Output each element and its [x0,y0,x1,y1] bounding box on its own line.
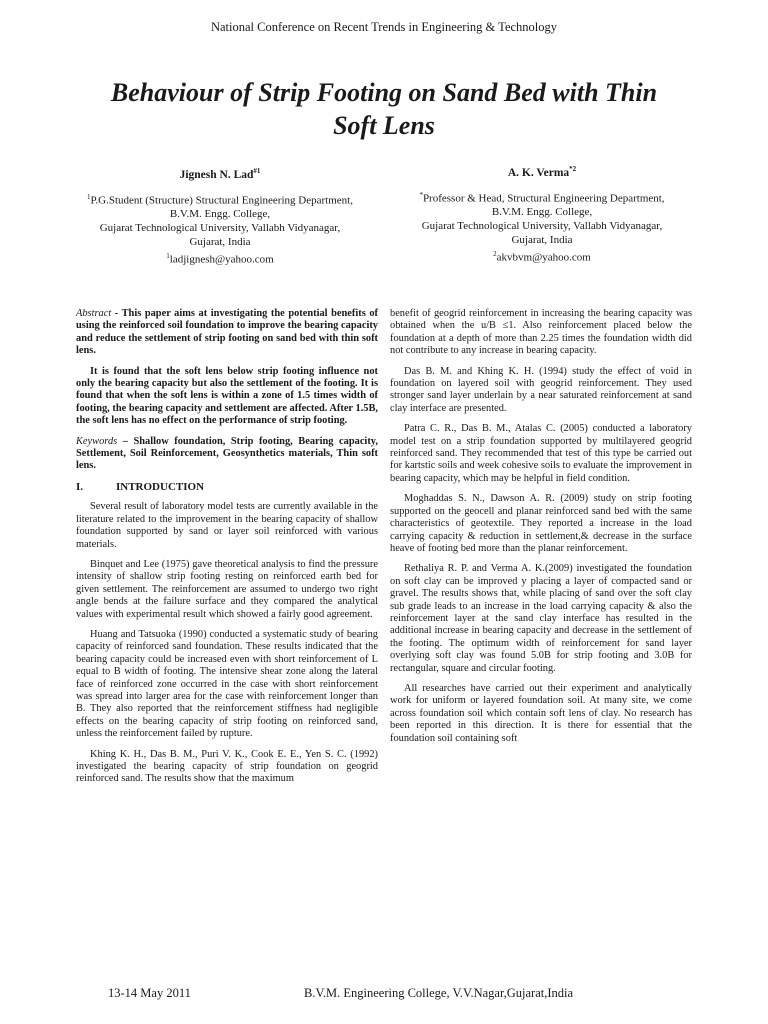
abstract-text-2: It is found that the soft lens below strip footing influence not only the bearing capacity but also the settlement of the footing. It is found that when the soft lens is within a zone of 1.5 times width of footing, the bearing capacity and settlement are affected. After 1.5B, the soft lens has no effect on the performance of strip footing. [76,365,378,427]
body-paragraph: Huang and Tatsuoka (1990) conducted a systematic study of bearing capacity of reinforced sand foundation. These results indicated that the bearing capacity could be increased even with short reinforcement of L equal to B width of footing. The intensive shear zone along the lateral face of reinforced zone occurred in the case with short reinforcement was spread into larger area for the case with reinforcement longer than B. They also reported that the reinforcement stiffness had negligible effects on the bearing capacity of strip footing on reinforced sand, unless the reinforcement failed by rupture. [76,628,378,740]
paper-title-line-1: Behaviour of Strip Footing on Sand Bed with Thin [110,78,658,107]
author-1-email [60,249,380,267]
body-paragraph: Rethaliya R. P. and Verma A. K.(2009) investigated the foundation on soft clay can be improved y placing a layer of compacted sand or gravel. The results shows that, while placing of sand over the soft clay sub grade leads to an increase in the load carrying capacity & also the reinforcement layer at the sand clay interface has resulted in the additional increase in bearing capacity and decrease in the settlement of the footing. The optimum width of reinforcement for sand layer overlying soft clay was found 5.0B for strip footing and 3.0B for rectangular, square and circular footing. [390,563,692,674]
keywords-label: Keywords [76,435,118,447]
author-2-email-text[interactable]: akvbvm@yahoo.com [496,252,591,265]
author-2-email [382,247,702,265]
abstract-paragraph [76,308,378,358]
section-heading-introduction [76,481,378,493]
conference-header: National Conference on Recent Trends in Engineering & Technology [210,20,558,34]
body-paragraph: Khing K. H., Das B. M., Puri V. K., Cook E. E., Yen S. C. (1992) investigated the bearing capacity of strip foundation on geogrid reinforced sand. The results show that the maximum [76,748,378,785]
paper-title [40,76,728,142]
author-name-1 [60,164,380,182]
keywords-paragraph [76,436,378,473]
author-1-email-sup: 1 [166,252,170,261]
author-name-2 [382,162,702,180]
footer-date: 13-14 May 2011 [108,986,191,1000]
abstract-label: Abstract [76,308,112,319]
body-paragraph: Binquet and Lee (1975) gave theoretical analysis to find the pressure intensity of shallow strip footing resting on reinforced earth bed for given settlement. The reinforcement are assumed to undergo two right angle bends at the failure surface and they compared the analytical values with experimental result which showed a fairly good agreement. [76,558,378,620]
author-1-affiliation-1 [60,190,380,208]
author-2-name-sup: *2 [569,165,577,173]
left-column [76,308,378,794]
keywords-text: – Shallow foundation, Strip footing, Bearing capacity, Settlement, Soil Reinforcement, Geosynthetics materials, Thin soft lens. [76,435,378,472]
author-2-email-sup: 2 [493,250,497,259]
author-2-affil-sup: * [419,190,423,199]
right-column [390,308,692,753]
section-title: INTRODUCTION [116,480,205,493]
body-paragraph: Several result of laboratory model tests are currently available in the literature related to the improvement in the bearing capacity of shallow foundation supported by sand or layer soil reinforced with various materials. [76,501,378,550]
body-paragraph: Moghaddas S. N., Dawson A. R. (2009) study on strip footing supported on the geocell and planar reinforced sand bed with the same characteristics of geotextile. They reported a increase in the load carrying capacity & reduction in settlement,& decrease in the surface heave of footing bed more than the planar reinforcement. [390,493,692,554]
author-2-affiliation-4: Gujarat, India [511,234,573,247]
author-1-affil-line-1-text: P.G.Student (Structure) Structural Engineering Department, [90,194,353,207]
abstract-paragraph-2 [76,366,378,428]
author-2-name-text: A. K. Verma [507,166,570,179]
body-paragraph: Patra C. R., Das B. M., Atalas C. (2005) conducted a laboratory model test on a strip foundation supported by multilayered geogrid reinforced sand. They recommended that test of this type be carried out for kartstic soils and week cohesive soils to evaluate the improvement in bearing capacity, which may be helpful in field condition. [390,423,692,484]
author-block-1 [60,164,380,267]
author-1-email-text[interactable]: ladjignesh@yahoo.com [169,254,274,267]
author-1-affil-sup: 1 [87,192,91,201]
author-1-name-sup: #1 [253,167,261,175]
section-number: I. [76,480,84,493]
footer-venue: B.V.M. Engineering College, V.V.Nagar,Gujarat,India [304,986,574,1000]
body-paragraph-continued: benefit of geogrid reinforcement in increasing the bearing capacity was obtained when the u/B ≤1. Also reinforcement placed below the foundation at a depth of more than 2.25 times the foundation width did not contribute to any increase in bearing capacity. [390,308,692,357]
body-paragraph: Das B. M. and Khing K. H. (1994) study the effect of void in foundation on layered soil with geogrid reinforcement. They used stronger sand layer underlain by a near saturated reinforcement at sand clay interface are presented. [390,365,692,414]
author-1-affiliation-2: B.V.M. Engg. College, [169,208,271,221]
author-2-affiliation-1 [382,188,702,206]
body-paragraph: All researches have carried out their experiment and analytically work for uniform or layered foundation soil. At many site, we come across foundation soil which contain soft lens of clay. No research has been reported in this direction. It is there for essential that the foundation soil containing soft [390,682,692,744]
author-block-2 [382,162,702,265]
author-1-affiliation-4: Gujarat, India [189,236,251,249]
author-1-affiliation-3: Gujarat Technological University, Vallabh Vidyanagar, [99,222,341,235]
abstract-text: - This paper aims at investigating the potential benefits of using the reinforced soil foundation to improve the bearing capacity and reduce the settlement of strip footing on sand bed with thin soft lens. [76,308,378,357]
author-1-name-text: Jignesh N. Lad [179,168,254,181]
author-2-affiliation-3: Gujarat Technological University, Vallabh Vidyanagar, [421,220,663,233]
paper-title-line-2: Soft Lens [333,111,435,140]
author-2-affil-line-1-text: Professor & Head, Structural Engineering Department, [422,192,665,205]
author-2-affiliation-2: B.V.M. Engg. College, [491,206,593,219]
